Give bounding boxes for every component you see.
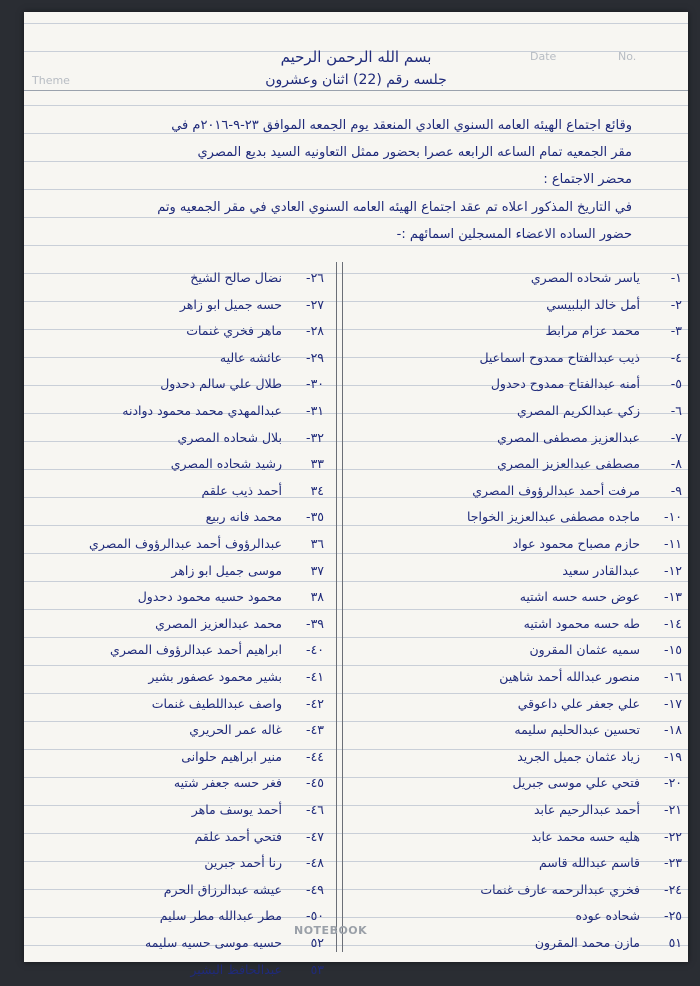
theme-label: Theme xyxy=(32,74,70,87)
member-number: ٥٢ xyxy=(310,935,324,950)
member-number: ٣٨ xyxy=(310,589,324,605)
member-name: منير ابراهيم حلوانى xyxy=(181,748,282,764)
notebook-watermark: NOTEBOOK xyxy=(294,924,368,937)
paragraph-line: محضر الاجتماع : xyxy=(543,172,632,187)
member-number: ٤٣- xyxy=(306,722,324,738)
member-number: ٥- xyxy=(670,376,682,392)
member-number: ٤٢- xyxy=(306,695,324,711)
member-number: ٤٧- xyxy=(306,828,324,844)
member-number: ١٥- xyxy=(664,642,682,658)
member-name: حازم مصباح محمود عواد xyxy=(512,536,640,551)
paragraph-line: مقر الجمعيه تمام الساعه الرابعه عصرا بحضور ممثل التعاونيه السيد بديع المصري xyxy=(197,145,632,160)
member-number: ٣- xyxy=(670,323,682,339)
member-number: ٣٣ xyxy=(310,456,324,472)
member-number: ٤٥- xyxy=(306,775,324,791)
session-title: جلسه رقم (22) اثنان وعشرون xyxy=(265,72,447,88)
member-name: عبدالقادر سعيد xyxy=(562,562,640,578)
member-name: محمد عبدالعزيز المصري xyxy=(155,615,282,631)
member-number: ١٨- xyxy=(664,722,682,738)
member-number: ٧- xyxy=(670,429,682,445)
member-number: ٤٤- xyxy=(306,748,324,764)
member-name: فتحي علي موسى جبريل xyxy=(512,775,640,791)
member-name: فخري عبدالرحمه عارف غنمات xyxy=(480,881,640,897)
member-number: ٢١- xyxy=(664,802,682,817)
member-name: عائشه عاليه xyxy=(219,349,282,365)
member-name: محمود حسيه محمود دحدول xyxy=(137,589,282,605)
member-number: ٤٠- xyxy=(306,642,324,658)
member-name: قاسم عبدالله قاسم xyxy=(538,855,640,871)
member-name: بلال شحاده المصري xyxy=(177,429,282,445)
member-number: ٥٣ xyxy=(310,961,324,977)
member-name: موسى جميل ابو زاهر xyxy=(171,562,282,578)
member-name: هليه حسه محمد عابد xyxy=(531,828,640,844)
member-name: ماجده مصطفى عبدالعزيز الخواجا xyxy=(467,509,640,525)
member-number: ٩- xyxy=(670,482,682,498)
member-name: عبدالحافظ البشير xyxy=(190,961,282,977)
member-name: شحاده عوده xyxy=(575,908,640,924)
member-number: ٨- xyxy=(670,456,682,472)
member-name: غاله عمر الحريري xyxy=(189,722,282,738)
member-number: ٣٦ xyxy=(310,536,324,551)
member-name: زكي عبدالكريم المصري xyxy=(516,403,640,418)
no-label: No. xyxy=(618,50,637,63)
member-name: علي جعفر علي داعوقي xyxy=(517,695,640,711)
member-number: ٣٩- xyxy=(306,615,324,631)
member-number: ٣٢- xyxy=(306,429,324,445)
member-number: ٣٤ xyxy=(310,482,324,498)
member-name: واصف عبداللطيف غنمات xyxy=(151,695,282,711)
member-name: حسه جميل ابو زاهر xyxy=(179,296,282,312)
member-name: حسيه موسى حسيه سليمه xyxy=(145,935,282,950)
member-number: ٣٠- xyxy=(306,376,324,392)
date-label: Date xyxy=(530,50,557,63)
member-number: ٢٧- xyxy=(306,296,324,312)
basmala: بسم الله الرحمن الرحيم xyxy=(280,48,432,66)
member-name: عبدالرؤوف أحمد عبدالرؤوف المصري xyxy=(89,536,282,551)
member-name: عبدالعزيز مصطفى المصري xyxy=(497,429,640,445)
member-number: ٥٠- xyxy=(306,908,324,924)
member-name: عوض حسه حسه اشتيه xyxy=(519,589,640,605)
member-name: ياسر شحاده المصري xyxy=(530,270,640,285)
member-number: ٢٢- xyxy=(664,828,682,844)
member-name: نضال صالح الشيخ xyxy=(190,270,282,285)
member-number: ٤٦- xyxy=(306,802,324,817)
member-name: تحسين عبدالحليم سليمه xyxy=(514,722,640,738)
member-number: ٣٥- xyxy=(306,509,324,525)
member-number: ٢- xyxy=(670,296,682,312)
member-number: ٥١ xyxy=(668,935,682,950)
paragraph-line: في التاريخ المذكور اعلاه تم عقد اجتماع الهيئه العامه السنوي العادي في مقر الجمعيه وتم xyxy=(157,200,632,215)
paragraph-line: وقائع اجتماع الهيئه العامه السنوي العادي المنعقد يوم الجمعه الموافق ٢٣-٩-٢٠١٦م في xyxy=(171,118,632,133)
member-number: ٦- xyxy=(670,403,682,418)
member-name: منصور عبدالله أحمد شاهين xyxy=(499,669,640,684)
member-name: بشير محمود عصفور بشير xyxy=(148,669,282,684)
member-number: ١٤- xyxy=(664,615,682,631)
member-name: طلال علي سالم دحدول xyxy=(160,376,282,392)
member-number: ٢٥- xyxy=(664,908,682,924)
member-name: فتحي أحمد علقم xyxy=(194,828,282,844)
member-name: سميه عثمان المقرون xyxy=(529,642,640,658)
member-number: ١٩- xyxy=(664,748,682,764)
member-number: ٢٦- xyxy=(306,270,324,285)
member-name: فغر حسه جعفر شتيه xyxy=(173,775,282,791)
member-number: ١- xyxy=(670,270,682,285)
member-name: أمنه عبدالفتاح ممدوح دحدول xyxy=(490,376,640,392)
member-name: طه حسه محمود اشتيه xyxy=(523,615,640,631)
member-number: ٢٠- xyxy=(664,775,682,791)
member-name: محمد عزام مرابط xyxy=(545,323,640,339)
member-name: أحمد يوسف ماهر xyxy=(191,802,282,817)
member-name: زياد عثمان جميل الجريد xyxy=(517,748,640,764)
member-number: ٤- xyxy=(670,349,682,365)
member-name: ماهر فخري غنمات xyxy=(186,323,282,339)
member-number: ٢٤- xyxy=(664,881,682,897)
member-name: عبدالمهدي محمد محمود دوادنه xyxy=(122,403,282,418)
member-number: ٤١- xyxy=(306,669,324,684)
member-number: ٢٣- xyxy=(664,855,682,871)
member-name: أمل خالد البلبيسي xyxy=(546,296,640,312)
member-number: ١٦- xyxy=(664,669,682,684)
member-name: رشيد شحاده المصري xyxy=(170,456,282,472)
member-name: مرفت أحمد عبدالرؤوف المصري xyxy=(472,482,640,498)
member-name: مطر عبدالله مطر سليم xyxy=(159,908,282,924)
member-name: ابراهيم أحمد عبدالرؤوف المصري xyxy=(110,642,282,658)
member-name: مازن محمد المقرون xyxy=(534,935,640,950)
member-name: رنا أحمد جبرين xyxy=(204,855,282,871)
member-number: ٤٩- xyxy=(306,881,324,897)
paragraph-line: حضور الساده الاعضاء المسجلين اسمائهم :- xyxy=(396,227,632,242)
member-number: ٣١- xyxy=(306,403,324,418)
member-number: ١١- xyxy=(664,536,682,551)
member-name: مصطفى عبدالعزيز المصري xyxy=(497,456,640,472)
member-number: ١٣- xyxy=(664,589,682,605)
member-number: ١٠- xyxy=(664,509,682,525)
header-divider xyxy=(24,90,688,91)
member-number: ١٧- xyxy=(664,695,682,711)
member-name: عيشه عبدالرزاق الحرم xyxy=(163,881,282,897)
member-name: أحمد ذيب علقم xyxy=(201,482,282,498)
member-number: ٤٨- xyxy=(306,855,324,871)
column-divider xyxy=(342,262,343,952)
member-number: ٣٧ xyxy=(310,562,324,578)
member-name: محمد فانه ربيع xyxy=(205,509,282,525)
member-number: ٢٨- xyxy=(306,323,324,339)
member-name: أحمد عبدالرحيم عابد xyxy=(533,802,640,817)
notebook-page xyxy=(24,12,688,977)
column-divider xyxy=(336,262,337,952)
member-number: ٢٩- xyxy=(306,349,324,365)
member-name: ذيب عبدالفتاح ممدوح اسماعيل xyxy=(479,349,640,365)
member-number: ١٢- xyxy=(664,562,682,578)
